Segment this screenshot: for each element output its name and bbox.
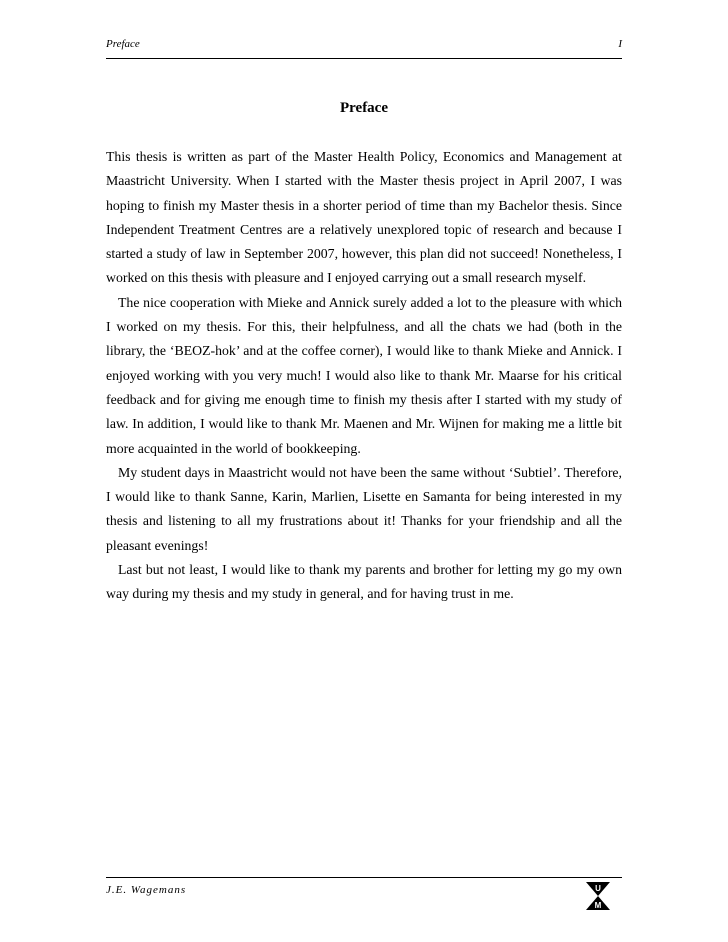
paragraph-3: My student days in Maastricht would not have been the same without ‘Subtiel’. Therefore, I would like to thank Sanne, Karin, Marlien, Lisette en Samanta for being interested in my thesis and listening to all my frustrations about it! Thanks for your friendship and all the pleasant evenings!	[106, 464, 622, 553]
paragraph-4: Last but not least, I would like to thank my parents and brother for letting my go my own way during my thesis and my study in general, and for having trust in me.	[106, 562, 622, 602]
header-section-title: Preface	[106, 38, 140, 50]
header-page-number: I	[618, 38, 622, 50]
header-rule	[106, 58, 622, 59]
footer-author: J.E. Wagemans	[106, 884, 187, 896]
page-title: Preface	[339, 100, 389, 116]
footer-rule	[106, 877, 622, 878]
paragraph-2: The nice cooperation with Mieke and Annick surely added a lot to the pleasure with which I worked on my thesis. For this, their helpfulness, and all the chats we had (both in the library, the ‘BEOZ-hok’ and at the coffee corner), I would like to thank Mieke and Annick. I enjoyed working with you very much! I would also like to thank Mr. Maarse for his critical feedback and for giving me enough time to finish my thesis after I started with my study of law. In addition, I would like to thank Mr. Maenen and Mr. Wijnen for making me a little bit more acquainted in the world of bookkeeping.	[106, 294, 622, 456]
paragraph-1: This thesis is written as part of the Master Health Policy, Economics and Management at Maastricht University. When I started with the Master thesis project in April 2007, I was hoping to finish my Master thesis in a shorter period of time than my Bachelor thesis. Since Independent Treatment Centres are a relatively unexplored topic of research and because I started a study of law in September 2007, however, this plan did not succeed! Nonetheless, I worked on this thesis with pleasure and I enjoyed carrying out a small research myself.	[106, 149, 622, 286]
logo-letter-top: U	[595, 884, 601, 893]
university-logo-icon	[584, 880, 612, 912]
logo-letter-bottom: M	[594, 901, 602, 910]
running-header	[106, 38, 622, 54]
body-text	[106, 145, 622, 607]
